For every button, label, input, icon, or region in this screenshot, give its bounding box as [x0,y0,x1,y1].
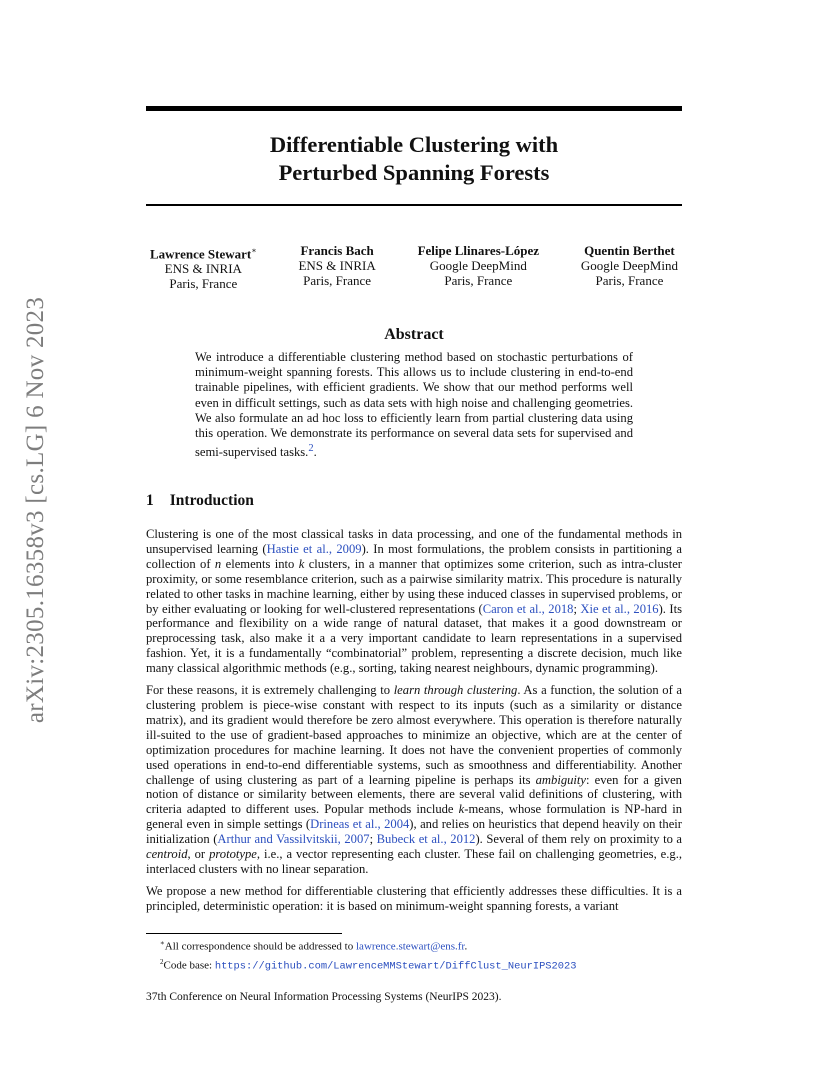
text-run: ). Its performance and flexibility on a wide range of natural dataset, that makes it a good downstream or preprocessing task, also make it a a very important candidate to learn representations in a supervised fashion. Yet, it is a fundamentally “combinatorial” problem, representing a discrete decision, much like many classical algorithmic methods (e.g., sorting, taking nearest neighbours, dynamic programming). [146,601,682,676]
math-symbol: k [458,802,465,817]
author-affiliation: ENS & INRIA [298,258,376,273]
text-run: . As a function, the solution of a clustering problem is piece-wise constant with respect to its inputs (such as a similarity or distance matrix), and its gradient would therefore be zero almost everywhere. This operation is therefore naturally ill-suited to the use of gradient-based approaches to minimize an objective, which are at the center of optimization procedures for machine learning. It does not have the convenient properties of commonly used operations in end-to-end differentiable systems, such as smoothness and differentiability. Another challenge of using clustering as part of a learning pipeline is perhaps its [146,683,683,787]
arxiv-identifier: arXiv:2305.16358v3 [cs.LG] 6 Nov 2023 [22,296,49,724]
footnote-ref-link[interactable]: 2 [308,443,314,455]
author-block [298,243,375,291]
text-run: For these reasons, it is extremely challenging to [146,683,394,698]
paragraph [146,884,682,914]
title-top-rule [146,106,682,111]
author-affiliation: ENS & INRIA [164,261,242,277]
text-run: Clustering is one of the most classical tasks in data processing, and one of the fundamental methods in unsupervised learning ( [146,527,682,556]
author-block [418,243,539,291]
citation-link[interactable]: Caron et al., 2018 [482,601,574,616]
emphasis: prototype [209,847,257,862]
text-run: ; [573,601,581,616]
math-symbol: k [298,556,305,571]
text-run: -means, whose formulation is NP-hard in general even in simple settings ( [146,802,682,832]
text-run: clusters, in a manner that optimizes some criterion, such as intra-cluster proximity, or some resemblance criterion, such as a pairwise similarity matrix. This procedure is naturally related to other tasks in machine learning, either by using these induced classes in supervised problems, or by either evaluating or looking for well-clustered representations ( [146,556,682,616]
footnote-1: ∗All correspondence should be addressed to lawrence.stewart@ens.fr. [160,939,468,953]
text-run: ). In most formulations, the problem consists in partitioning a collection of [146,541,683,571]
math-symbol: n [214,556,222,571]
body-text [146,527,682,921]
text-run: ; [369,832,377,847]
author-location: Paris, France [444,273,513,288]
text-run: , i.e., a vector representing each cluster. These fail on challenging geometries, e.g., interlaced clusters with no linear separation. [146,847,683,876]
text-run: elements into [221,556,299,571]
emphasis: centroid [146,847,188,862]
author-affiliation: Google DeepMind [580,258,678,273]
footnote-rule [146,933,342,934]
text-run: ), and relies on heuristics that depend heavily on their initialization ( [146,817,682,847]
citation-link[interactable]: Bubeck et al., 2012 [376,832,476,847]
venue-note: 37th Conference on Neural Information Processing Systems (NeurIPS 2023). [146,991,502,1003]
citation-link[interactable]: Hastie et al., 2009 [266,541,362,556]
section-title: Introduction [169,492,254,509]
title-line-2: Perturbed Spanning Forests [278,160,550,185]
author-name: Lawrence Stewart∗ [150,246,257,262]
paragraph [146,527,682,676]
arxiv-side-stamp [16,290,56,730]
author-list [150,243,678,291]
emphasis: ambiguity [535,772,586,787]
author-name: Quentin Berthet [584,243,675,258]
correspondence-mark: ∗ [251,246,257,255]
citation-link[interactable]: Xie et al., 2016 [580,601,659,616]
paper-title [146,131,682,187]
author-block [581,243,678,291]
code-url-link[interactable]: https://github.com/LawrenceMMStewart/DiffClust_NeurIPS2023 [214,960,577,973]
author-block [150,243,257,291]
title-bottom-rule [146,204,682,206]
abstract-body: We introduce a differentiable clustering method based on stochastic perturbations of minimum-weight spanning forests. This allows us to include clustering in end-to-end trainable pipelines, with efficient gradients. We show that our method performs well even in difficult settings, such as data sets with high noise and challenging geometries. We also formulate an ad hoc loss to efficiently learn from partial clustering data using this operation. We demonstrate its performance on several data sets for supervised and semi-supervised tasks. [195,350,633,460]
title-line-1: Differentiable Clustering with [269,132,559,157]
author-name: Francis Bach [300,243,374,258]
footnotes [160,936,576,974]
abstract-heading: Abstract [384,326,444,343]
citation-link[interactable]: Drineas et al., 2004 [310,817,410,832]
author-name: Felipe Llinares-López [417,243,540,258]
footnote-2: $^2$Code base: https://github.com/LawrenceMMStewart/DiffClust_NeurIPS2023 [160,957,577,973]
emphasis: learn through clustering [393,683,518,698]
text-run: We propose a new method for differentiable clustering that efficiently addresses these difficulties. It is a principled, deterministic operation: it is based on minimum-weight spanning forests, a variant [146,883,682,913]
citation-link[interactable]: Arthur and Vassilvitskii, 2007 [217,832,370,847]
author-affiliation: Google DeepMind [429,258,527,273]
section-heading [146,492,254,510]
email-link[interactable]: lawrence.stewart@ens.fr [356,940,465,953]
author-location: Paris, France [595,273,664,288]
text-run: , or [187,847,210,862]
abstract-text: We introduce a differentiable clustering method based on stochastic perturbations of minimum-weight spanning forests. This allows us to include clustering in end-to-end trainable pipelines, with efficient gradients. We show that our method performs well even in difficult settings, such as data sets with high noise and challenging geometries. We also formulate an ad hoc loss to efficiently learn from partial clustering data using this operation. We demonstrate its performance on several data sets for supervised and semi-supervised tasks.$^2$. [195,350,633,460]
text-run: ). Several of them rely on proximity to a [475,832,683,847]
author-location: Paris, France [303,273,372,288]
paragraph [146,683,682,877]
text-run: : even for a given notion of distance or similarity between elements, there are several valid definitions of clustering, with criteria adapted to different uses. Popular methods include [146,772,682,817]
author-location: Paris, France [169,276,238,292]
section-number: 1 [146,492,154,509]
